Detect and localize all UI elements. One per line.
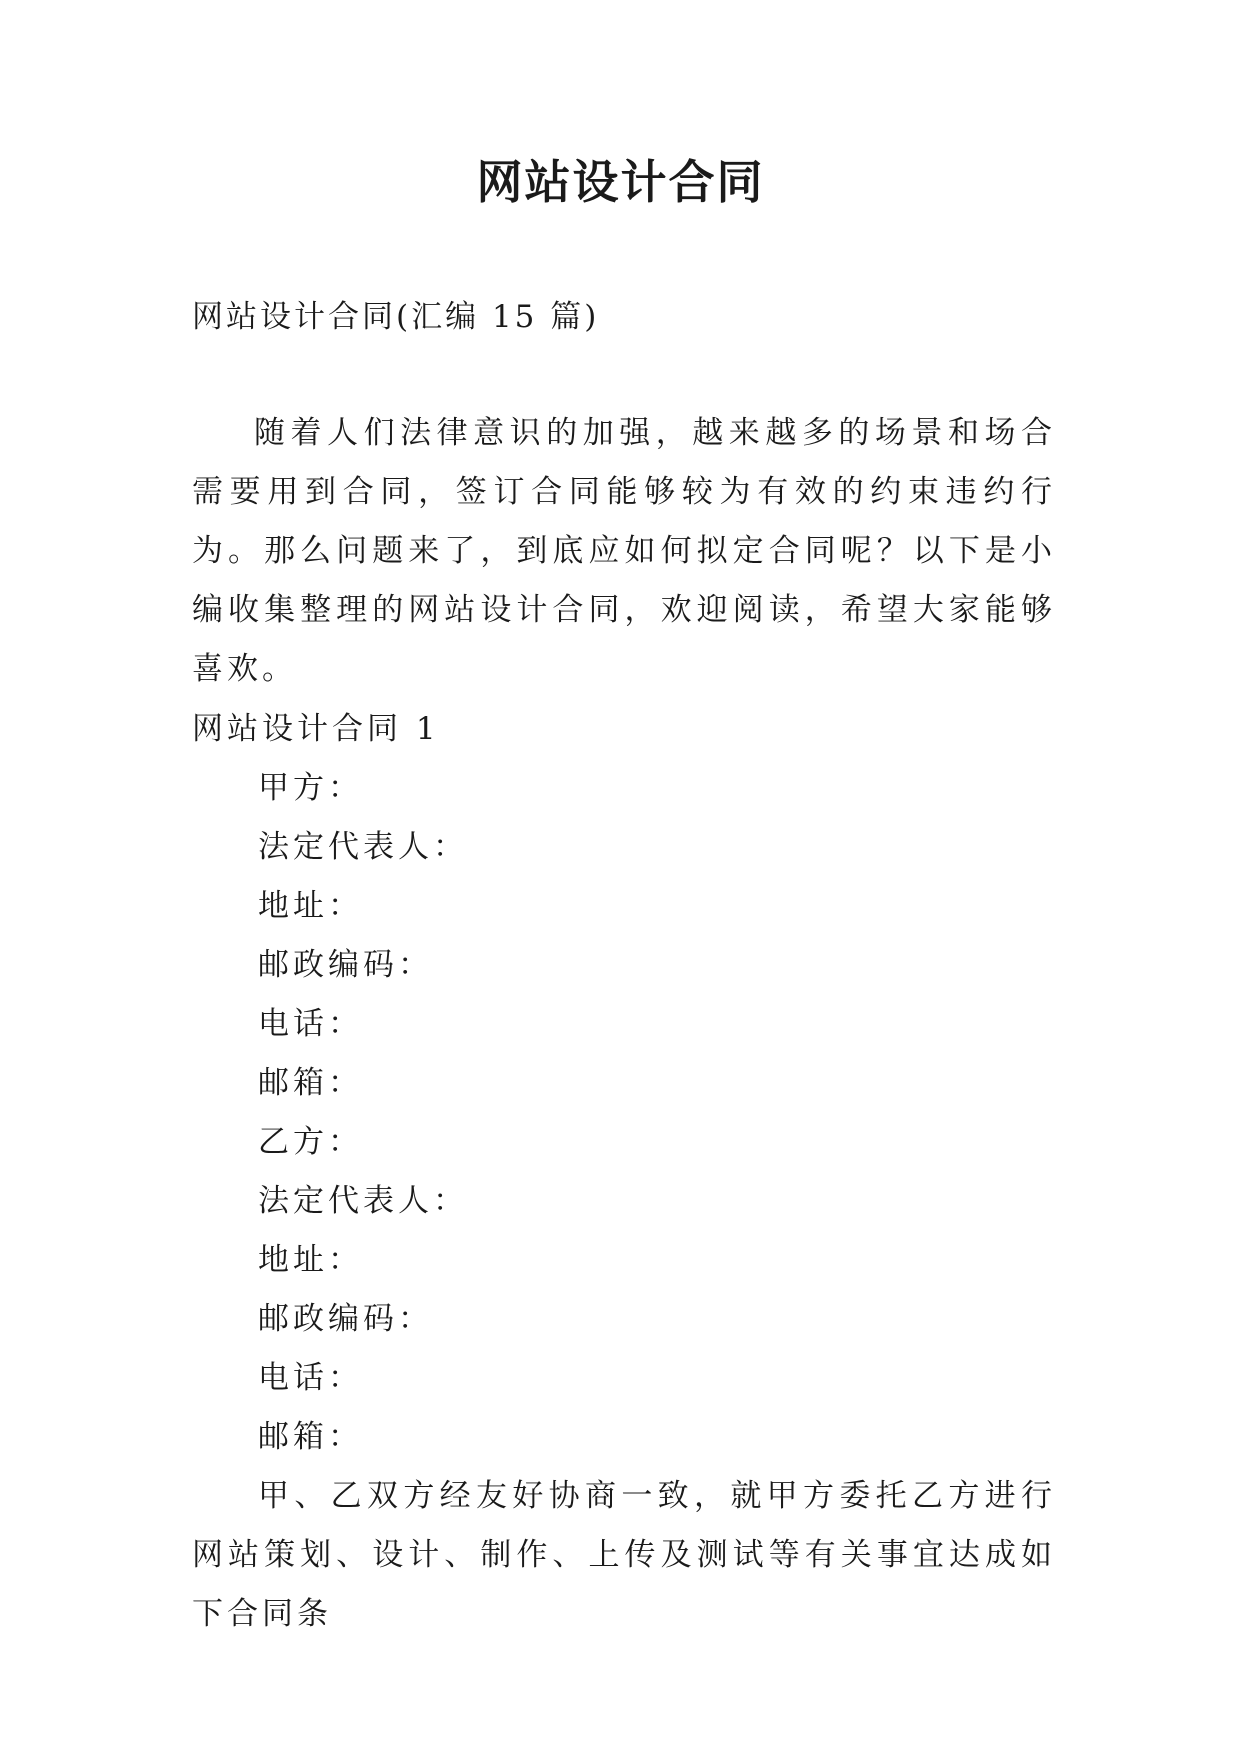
document-title: 网站设计合同 — [476, 155, 765, 209]
intro-paragraph: 随着人们法律意识的加强，越来越多的场景和场合需要用到合同，签订合同能够较为有效的约束违约行为。那么问题来了，到底应如何拟定合同呢？以下是小编收集整理的网站设计合同，欢迎阅读，希望大家能够喜欢。 — [192, 415, 1056, 687]
section-heading: 网站设计合同 1 — [192, 711, 440, 747]
party-a-legal-rep-label: 法定代表人： — [258, 829, 468, 865]
party-b-label: 乙方： — [258, 1124, 363, 1160]
contract-section-1 — [192, 700, 1056, 1644]
party-b-phone-label: 电话： — [258, 1360, 363, 1396]
party-a-email-label: 邮箱： — [258, 1065, 363, 1101]
party-a-postcode-label: 邮政编码： — [258, 947, 433, 983]
party-a-address-label: 地址： — [258, 888, 363, 924]
party-a-phone-label: 电话： — [258, 1006, 363, 1042]
party-b-address-label: 地址： — [258, 1242, 363, 1278]
party-b-postcode-label: 邮政编码： — [258, 1301, 433, 1337]
document-subtitle: 网站设计合同(汇编 15 篇) — [192, 299, 600, 335]
party-a-label: 甲方： — [258, 770, 363, 806]
party-b-legal-rep-label: 法定代表人： — [258, 1183, 468, 1219]
party-b-email-label: 邮箱： — [258, 1419, 363, 1455]
agreement-paragraph: 甲、乙双方经友好协商一致，就甲方委托乙方进行网站策划、设计、制作、上传及测试等有关事宜达成如下合同条 — [192, 1478, 1056, 1632]
